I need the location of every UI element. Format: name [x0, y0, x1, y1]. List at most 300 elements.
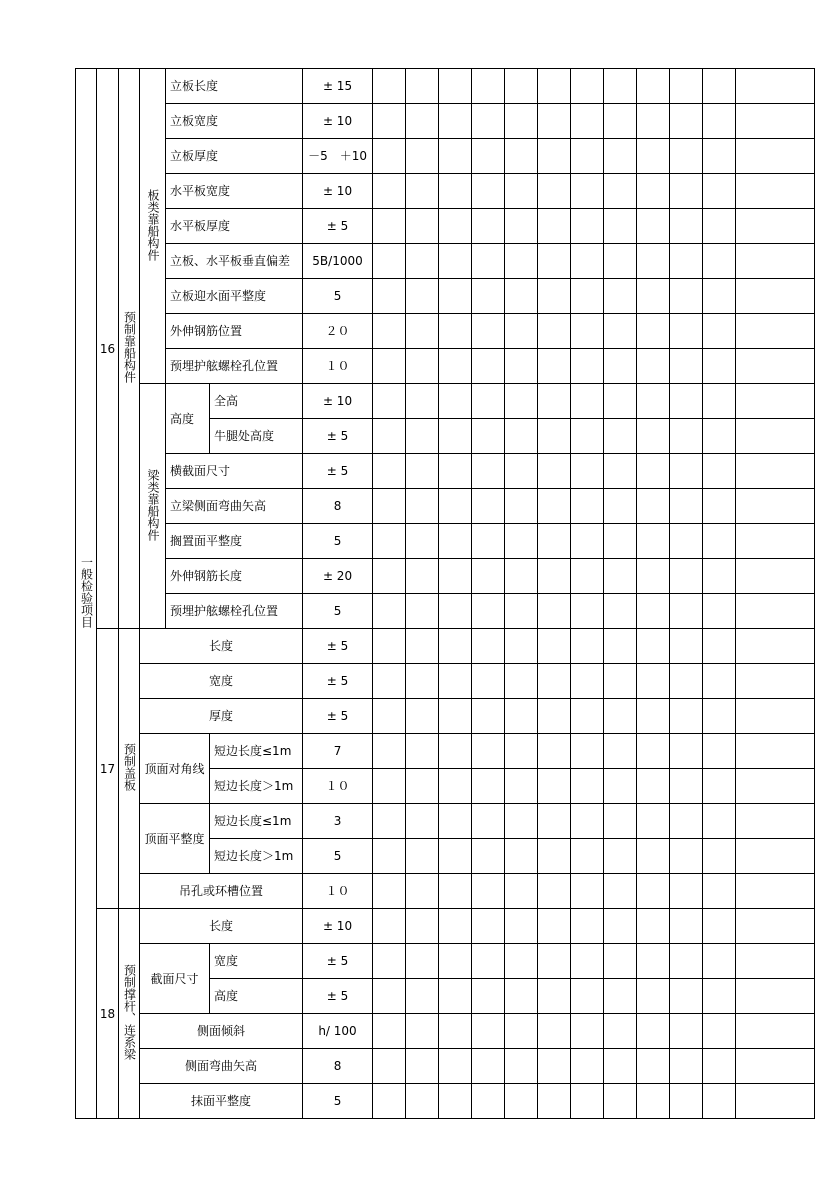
- record-cell: [571, 139, 604, 174]
- tolerance-value: ± 5: [303, 629, 373, 664]
- record-cell: [472, 139, 505, 174]
- table-row: [76, 944, 815, 979]
- record-cell: [505, 1049, 538, 1084]
- subgroup-label-text: 梁类靠船构件: [146, 468, 160, 541]
- record-cell: [736, 524, 815, 559]
- check-item: 侧面弯曲矢高: [140, 1049, 303, 1084]
- record-cell: [472, 314, 505, 349]
- check-item: 宽度: [140, 664, 303, 699]
- check-item: 外伸钢筋长度: [166, 559, 303, 594]
- subgroup-label: [140, 384, 166, 629]
- item-name-text: 预制盖板: [122, 743, 137, 791]
- record-cell: [736, 104, 815, 139]
- record-cell: [373, 909, 406, 944]
- record-cell: [637, 559, 670, 594]
- table-row: [76, 454, 815, 489]
- record-cell: [604, 559, 637, 594]
- record-cell: [571, 69, 604, 104]
- record-cell: [373, 279, 406, 314]
- record-cell: [637, 1014, 670, 1049]
- record-cell: [670, 804, 703, 839]
- table-row: [76, 559, 815, 594]
- record-cell: [406, 104, 439, 139]
- record-cell: [604, 909, 637, 944]
- record-cell: [604, 524, 637, 559]
- tolerance-value: １０: [303, 874, 373, 909]
- record-cell: [604, 699, 637, 734]
- record-cell: [505, 139, 538, 174]
- record-cell: [604, 489, 637, 524]
- record-cell: [670, 419, 703, 454]
- record-cell: [736, 454, 815, 489]
- record-cell: [472, 419, 505, 454]
- record-cell: [439, 804, 472, 839]
- record-cell: [703, 699, 736, 734]
- record-cell: [571, 349, 604, 384]
- table-row: [76, 384, 815, 419]
- record-cell: [736, 594, 815, 629]
- record-cell: [373, 874, 406, 909]
- record-cell: [703, 104, 736, 139]
- table-row: [76, 139, 815, 174]
- record-cell: [703, 454, 736, 489]
- record-cell: [505, 524, 538, 559]
- record-cell: [505, 944, 538, 979]
- record-cell: [604, 1084, 637, 1119]
- record-cell: [439, 104, 472, 139]
- record-cell: [736, 1084, 815, 1119]
- record-cell: [406, 839, 439, 874]
- record-cell: [538, 314, 571, 349]
- check-item: 长度: [140, 909, 303, 944]
- record-cell: [703, 734, 736, 769]
- record-cell: [736, 804, 815, 839]
- table-row: [76, 699, 815, 734]
- record-cell: [571, 489, 604, 524]
- group-label: 顶面平整度: [140, 804, 210, 874]
- record-cell: [505, 874, 538, 909]
- record-cell: [703, 524, 736, 559]
- record-cell: [736, 699, 815, 734]
- table-row: [76, 524, 815, 559]
- tolerance-value: ２０: [303, 314, 373, 349]
- record-cell: [538, 489, 571, 524]
- record-cell: [472, 524, 505, 559]
- record-cell: [373, 454, 406, 489]
- record-cell: [736, 244, 815, 279]
- record-cell: [736, 909, 815, 944]
- record-cell: [703, 349, 736, 384]
- record-cell: [439, 664, 472, 699]
- record-cell: [637, 384, 670, 419]
- record-cell: [439, 524, 472, 559]
- check-item: 立板宽度: [166, 104, 303, 139]
- record-cell: [571, 629, 604, 664]
- table-row: [76, 1084, 815, 1119]
- record-cell: [439, 874, 472, 909]
- record-cell: [670, 629, 703, 664]
- record-cell: [571, 1084, 604, 1119]
- record-cell: [538, 244, 571, 279]
- check-item: 全高: [210, 384, 303, 419]
- record-cell: [472, 174, 505, 209]
- table-row: [76, 909, 815, 944]
- record-cell: [604, 104, 637, 139]
- record-cell: [373, 69, 406, 104]
- record-cell: [571, 454, 604, 489]
- record-cell: [637, 909, 670, 944]
- record-cell: [373, 139, 406, 174]
- record-cell: [637, 69, 670, 104]
- record-cell: [670, 104, 703, 139]
- check-item: 高度: [210, 979, 303, 1014]
- record-cell: [703, 804, 736, 839]
- record-cell: [538, 839, 571, 874]
- check-item: 短边长度＞1m: [210, 769, 303, 804]
- record-cell: [373, 559, 406, 594]
- record-cell: [538, 979, 571, 1014]
- record-cell: [736, 944, 815, 979]
- record-cell: [736, 279, 815, 314]
- record-cell: [505, 1084, 538, 1119]
- record-cell: [571, 524, 604, 559]
- check-item: 侧面倾斜: [140, 1014, 303, 1049]
- record-cell: [670, 664, 703, 699]
- record-cell: [571, 594, 604, 629]
- record-cell: [571, 279, 604, 314]
- record-cell: [439, 349, 472, 384]
- record-cell: [571, 804, 604, 839]
- record-cell: [472, 944, 505, 979]
- record-cell: [604, 874, 637, 909]
- record-cell: [505, 734, 538, 769]
- table-row: [76, 1014, 815, 1049]
- record-cell: [703, 489, 736, 524]
- record-cell: [538, 174, 571, 209]
- record-cell: [439, 69, 472, 104]
- item-number: 17: [97, 629, 119, 909]
- record-cell: [373, 104, 406, 139]
- record-cell: [571, 1049, 604, 1084]
- check-item: 立梁侧面弯曲矢高: [166, 489, 303, 524]
- table-row: [76, 804, 815, 839]
- tolerance-value: 8: [303, 1049, 373, 1084]
- tolerance-value: １０: [303, 349, 373, 384]
- record-cell: [736, 1014, 815, 1049]
- item-name-text: 预制靠船构件: [122, 311, 137, 383]
- record-cell: [538, 104, 571, 139]
- record-cell: [736, 384, 815, 419]
- record-cell: [472, 909, 505, 944]
- record-cell: [703, 629, 736, 664]
- record-cell: [637, 1084, 670, 1119]
- record-cell: [505, 69, 538, 104]
- table-row: [76, 734, 815, 769]
- record-cell: [637, 104, 670, 139]
- record-cell: [406, 489, 439, 524]
- record-cell: [406, 909, 439, 944]
- item-name-text: 预制撑杆、连系梁: [122, 964, 137, 1060]
- record-cell: [406, 139, 439, 174]
- record-cell: [538, 454, 571, 489]
- record-cell: [703, 559, 736, 594]
- record-cell: [703, 279, 736, 314]
- table-row: [76, 629, 815, 664]
- record-cell: [637, 769, 670, 804]
- tolerance-value: 5B/1000: [303, 244, 373, 279]
- record-cell: [571, 699, 604, 734]
- record-cell: [736, 874, 815, 909]
- record-cell: [604, 69, 637, 104]
- table-row: [76, 874, 815, 909]
- record-cell: [736, 559, 815, 594]
- record-cell: [604, 839, 637, 874]
- record-cell: [538, 524, 571, 559]
- record-cell: [538, 279, 571, 314]
- table-row: [76, 69, 815, 104]
- tolerance-value: ± 15: [303, 69, 373, 104]
- record-cell: [373, 1084, 406, 1119]
- record-cell: [439, 1084, 472, 1119]
- tolerance-value: 5: [303, 839, 373, 874]
- check-item: 预埋护舷螺栓孔位置: [166, 594, 303, 629]
- record-cell: [703, 384, 736, 419]
- record-cell: [637, 734, 670, 769]
- record-cell: [637, 839, 670, 874]
- record-cell: [637, 454, 670, 489]
- record-cell: [736, 979, 815, 1014]
- table-row: [76, 244, 815, 279]
- record-cell: [373, 244, 406, 279]
- item-name: [119, 69, 140, 629]
- record-cell: [571, 559, 604, 594]
- record-cell: [604, 174, 637, 209]
- record-cell: [439, 734, 472, 769]
- tolerance-value: ± 5: [303, 664, 373, 699]
- record-cell: [406, 419, 439, 454]
- record-cell: [505, 174, 538, 209]
- record-cell: [373, 944, 406, 979]
- record-cell: [604, 454, 637, 489]
- record-cell: [538, 209, 571, 244]
- record-cell: [538, 944, 571, 979]
- record-cell: [604, 209, 637, 244]
- table-row: [76, 174, 815, 209]
- record-cell: [604, 944, 637, 979]
- record-cell: [670, 944, 703, 979]
- record-cell: [604, 279, 637, 314]
- record-cell: [505, 664, 538, 699]
- record-cell: [538, 629, 571, 664]
- record-cell: [439, 944, 472, 979]
- record-cell: [604, 1014, 637, 1049]
- record-cell: [406, 804, 439, 839]
- record-cell: [538, 349, 571, 384]
- record-cell: [472, 1049, 505, 1084]
- record-cell: [406, 1049, 439, 1084]
- record-cell: [670, 244, 703, 279]
- record-cell: [472, 874, 505, 909]
- record-cell: [505, 349, 538, 384]
- record-cell: [703, 594, 736, 629]
- record-cell: [439, 489, 472, 524]
- record-cell: [703, 139, 736, 174]
- record-cell: [406, 944, 439, 979]
- record-cell: [505, 1014, 538, 1049]
- record-cell: [571, 769, 604, 804]
- record-cell: [637, 664, 670, 699]
- record-cell: [373, 664, 406, 699]
- record-cell: [439, 699, 472, 734]
- tolerance-value: ± 5: [303, 419, 373, 454]
- record-cell: [439, 209, 472, 244]
- record-cell: [670, 769, 703, 804]
- tolerance-value: ± 10: [303, 909, 373, 944]
- record-cell: [406, 314, 439, 349]
- check-item: 牛腿处高度: [210, 419, 303, 454]
- record-cell: [670, 174, 703, 209]
- record-cell: [472, 629, 505, 664]
- record-cell: [670, 69, 703, 104]
- record-cell: [571, 664, 604, 699]
- record-cell: [505, 384, 538, 419]
- record-cell: [538, 1084, 571, 1119]
- record-cell: [373, 839, 406, 874]
- tolerance-value: 8: [303, 489, 373, 524]
- record-cell: [604, 419, 637, 454]
- record-cell: [637, 174, 670, 209]
- record-cell: [472, 559, 505, 594]
- category-label-text: 一般检验项目: [79, 556, 94, 628]
- record-cell: [637, 594, 670, 629]
- tolerance-value: 5: [303, 1084, 373, 1119]
- check-item: 立板、水平板垂直偏差: [166, 244, 303, 279]
- record-cell: [571, 874, 604, 909]
- record-cell: [406, 594, 439, 629]
- record-cell: [670, 279, 703, 314]
- record-cell: [373, 629, 406, 664]
- tolerance-value: ± 20: [303, 559, 373, 594]
- record-cell: [637, 804, 670, 839]
- record-cell: [406, 524, 439, 559]
- record-cell: [439, 839, 472, 874]
- record-cell: [472, 594, 505, 629]
- record-cell: [736, 1049, 815, 1084]
- record-cell: [670, 839, 703, 874]
- record-cell: [571, 419, 604, 454]
- item-name: [119, 629, 140, 909]
- record-cell: [703, 1049, 736, 1084]
- record-cell: [571, 909, 604, 944]
- record-cell: [439, 1049, 472, 1084]
- record-cell: [472, 979, 505, 1014]
- record-cell: [373, 489, 406, 524]
- tolerance-value: －5 ＋10: [303, 139, 373, 174]
- tolerance-value: ± 10: [303, 174, 373, 209]
- record-cell: [439, 384, 472, 419]
- record-cell: [703, 209, 736, 244]
- tolerance-value: ± 5: [303, 454, 373, 489]
- record-cell: [736, 734, 815, 769]
- record-cell: [736, 489, 815, 524]
- table-row: [76, 104, 815, 139]
- record-cell: [604, 1049, 637, 1084]
- record-cell: [373, 174, 406, 209]
- record-cell: [472, 734, 505, 769]
- record-cell: [670, 524, 703, 559]
- record-cell: [571, 944, 604, 979]
- tolerance-value: 5: [303, 594, 373, 629]
- record-cell: [571, 384, 604, 419]
- table-row: [76, 279, 815, 314]
- check-item: 水平板厚度: [166, 209, 303, 244]
- record-cell: [736, 174, 815, 209]
- record-cell: [637, 699, 670, 734]
- record-cell: [505, 699, 538, 734]
- record-cell: [439, 419, 472, 454]
- category-label: [76, 69, 97, 1119]
- record-cell: [538, 909, 571, 944]
- record-cell: [703, 1014, 736, 1049]
- record-cell: [703, 979, 736, 1014]
- record-cell: [670, 489, 703, 524]
- record-cell: [505, 979, 538, 1014]
- record-cell: [406, 629, 439, 664]
- record-cell: [604, 384, 637, 419]
- check-item: 长度: [140, 629, 303, 664]
- record-cell: [670, 699, 703, 734]
- subgroup-label: [140, 69, 166, 384]
- record-cell: [505, 454, 538, 489]
- record-cell: [670, 734, 703, 769]
- record-cell: [439, 139, 472, 174]
- record-cell: [406, 244, 439, 279]
- group-label: 截面尺寸: [140, 944, 210, 1014]
- record-cell: [736, 69, 815, 104]
- check-item: 短边长度＞1m: [210, 839, 303, 874]
- record-cell: [472, 454, 505, 489]
- record-cell: [406, 769, 439, 804]
- record-cell: [373, 804, 406, 839]
- check-item: 外伸钢筋位置: [166, 314, 303, 349]
- record-cell: [571, 734, 604, 769]
- record-cell: [505, 419, 538, 454]
- record-cell: [505, 209, 538, 244]
- check-item: 短边长度≤1m: [210, 734, 303, 769]
- record-cell: [505, 804, 538, 839]
- record-cell: [670, 594, 703, 629]
- record-cell: [373, 979, 406, 1014]
- record-cell: [703, 244, 736, 279]
- record-cell: [571, 104, 604, 139]
- tolerance-value: ± 10: [303, 384, 373, 419]
- tolerance-value: １０: [303, 769, 373, 804]
- record-cell: [538, 594, 571, 629]
- table-row: [76, 594, 815, 629]
- check-item: 短边长度≤1m: [210, 804, 303, 839]
- record-cell: [439, 594, 472, 629]
- check-item: 预埋护舷螺栓孔位置: [166, 349, 303, 384]
- record-cell: [373, 1014, 406, 1049]
- record-cell: [736, 349, 815, 384]
- record-cell: [637, 279, 670, 314]
- record-cell: [406, 279, 439, 314]
- record-cell: [703, 174, 736, 209]
- tolerance-value: ± 5: [303, 979, 373, 1014]
- record-cell: [406, 69, 439, 104]
- record-cell: [505, 314, 538, 349]
- record-cell: [736, 419, 815, 454]
